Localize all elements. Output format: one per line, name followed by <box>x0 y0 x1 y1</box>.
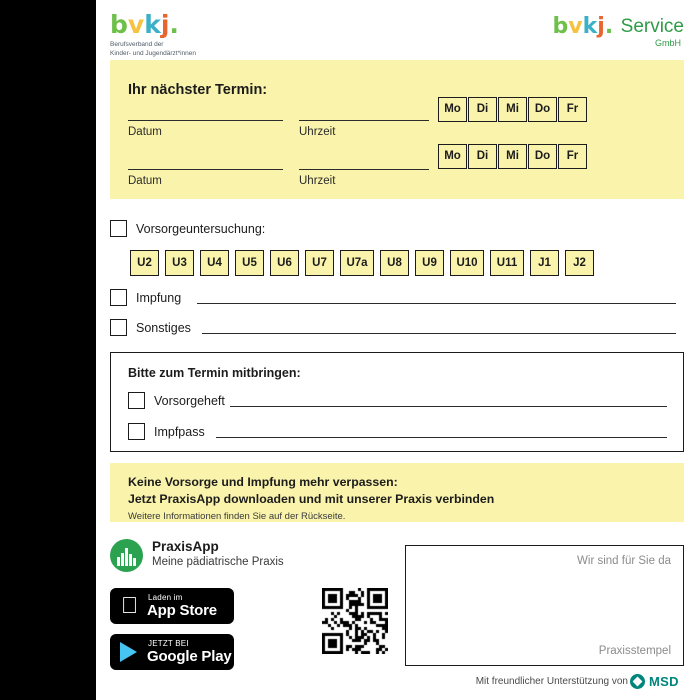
promo-line-1: Keine Vorsorge und Impfung mehr verpassen: <box>128 475 398 489</box>
practice-stamp-box[interactable] <box>405 545 684 666</box>
checkbox-vorsorgeheft[interactable] <box>128 392 145 409</box>
day-checkbox-fr-1[interactable]: Fr <box>558 97 587 122</box>
bvkj-wordmark: bvkj. <box>110 10 179 39</box>
day-checkbox-do-2[interactable]: Do <box>528 144 557 169</box>
appointment-box <box>110 60 684 199</box>
checkup-code-u10[interactable]: U10 <box>450 250 484 276</box>
google-play-button[interactable] <box>110 634 234 670</box>
bring-along-box <box>110 352 684 452</box>
gmbh-label: GmbH <box>654 38 681 48</box>
bvkj-service-logo <box>553 14 684 48</box>
day-checkbox-mi-1[interactable]: Mi <box>498 97 527 122</box>
qr-code-icon[interactable] <box>322 588 388 654</box>
label-sonstiges: Sonstiges <box>136 321 191 335</box>
checkup-code-u7a[interactable]: U7a <box>340 250 374 276</box>
msd-wordmark: MSD <box>649 674 679 689</box>
time-label-1: Uhrzeit <box>299 126 336 138</box>
day-checkbox-di-2[interactable]: Di <box>468 144 497 169</box>
label-vorsorgeheft: Vorsorgeheft <box>154 394 225 408</box>
checkbox-impfung[interactable] <box>110 289 127 306</box>
card-header <box>96 0 700 60</box>
checkbox-sonstiges[interactable] <box>110 319 127 336</box>
time-line-2[interactable] <box>299 169 429 170</box>
praxisapp-block <box>110 537 400 577</box>
checkup-code-u4[interactable]: U4 <box>200 250 229 276</box>
time-line-1[interactable] <box>299 120 429 121</box>
app-store-big-text: App Store <box>147 602 217 619</box>
date-label-1: Datum <box>128 126 162 138</box>
date-label-2: Datum <box>128 175 162 187</box>
checkup-code-j1[interactable]: J1 <box>530 250 559 276</box>
impfpass-line[interactable] <box>216 437 667 438</box>
label-impfung: Impfung <box>136 291 182 305</box>
checkup-code-j2[interactable]: J2 <box>565 250 594 276</box>
promo-line-3: Weitere Informationen finden Sie auf der Rückseite. <box>128 511 346 522</box>
stamp-bottom-text: Praxisstempel <box>598 645 671 657</box>
checkup-code-u8[interactable]: U8 <box>380 250 409 276</box>
apple-icon <box>121 594 138 617</box>
date-line-1[interactable] <box>128 120 283 121</box>
checkup-code-u11[interactable]: U11 <box>490 250 524 276</box>
day-checkbox-mo-1[interactable]: Mo <box>438 97 467 122</box>
label-vorsorgeuntersuchung: Vorsorgeuntersuchung: <box>136 222 266 236</box>
service-label: Service <box>620 16 684 37</box>
day-checkbox-fr-2[interactable]: Fr <box>558 144 587 169</box>
sonstiges-line[interactable] <box>202 333 676 334</box>
bvkj-service-wordmark: bvkj. <box>552 14 614 39</box>
bvkj-subtitle-line1: Berufsverband der <box>110 41 164 48</box>
promo-line-2: Jetzt PraxisApp downloaden und mit unserer Praxis verbinden <box>128 491 495 506</box>
praxisapp-icon <box>110 539 143 572</box>
app-store-button[interactable] <box>110 588 234 624</box>
day-checkbox-do-1[interactable]: Do <box>528 97 557 122</box>
praxisapp-name: PraxisApp <box>152 539 219 554</box>
stamp-top-text: Wir sind für Sie da <box>577 555 671 567</box>
praxisapp-tagline: Meine pädiatrische Praxis <box>152 556 284 568</box>
impfung-line[interactable] <box>197 303 676 304</box>
day-checkbox-mo-2[interactable]: Mo <box>438 144 467 169</box>
appointment-card <box>96 0 700 700</box>
msd-mark-icon <box>630 674 645 689</box>
google-play-icon <box>120 642 137 662</box>
date-line-2[interactable] <box>128 169 283 170</box>
checkup-code-u6[interactable]: U6 <box>270 250 299 276</box>
day-checkbox-di-1[interactable]: Di <box>468 97 497 122</box>
appointment-title: Ihr nächster Termin: <box>128 82 268 98</box>
footer-text: Mit freundlicher Unterstützung von <box>475 676 628 687</box>
bvkj-logo <box>110 12 310 58</box>
bvkj-subtitle <box>110 41 310 58</box>
google-play-big-text: Google Play <box>147 648 232 665</box>
app-store-small-text: Laden im <box>148 593 183 602</box>
time-label-2: Uhrzeit <box>299 175 336 187</box>
day-checkbox-mi-2[interactable]: Mi <box>498 144 527 169</box>
card-footer <box>96 672 700 700</box>
checkbox-impfpass[interactable] <box>128 423 145 440</box>
checkup-code-u5[interactable]: U5 <box>235 250 264 276</box>
promo-banner <box>110 463 684 522</box>
bvkj-subtitle-line2: Kinder- und Jugendärzt*innen <box>110 49 197 57</box>
checkbox-vorsorgeuntersuchung[interactable] <box>110 220 127 237</box>
label-impfpass: Impfpass <box>154 425 205 439</box>
checkup-code-u9[interactable]: U9 <box>415 250 444 276</box>
checkup-code-u7[interactable]: U7 <box>305 250 334 276</box>
msd-logo <box>630 673 686 691</box>
vorsorgeheft-line[interactable] <box>230 406 667 407</box>
checkup-code-u2[interactable]: U2 <box>130 250 159 276</box>
checkup-code-u3[interactable]: U3 <box>165 250 194 276</box>
bring-along-title: Bitte zum Termin mitbringen: <box>128 366 301 380</box>
google-play-small-text: JETZT BEI <box>148 639 189 648</box>
